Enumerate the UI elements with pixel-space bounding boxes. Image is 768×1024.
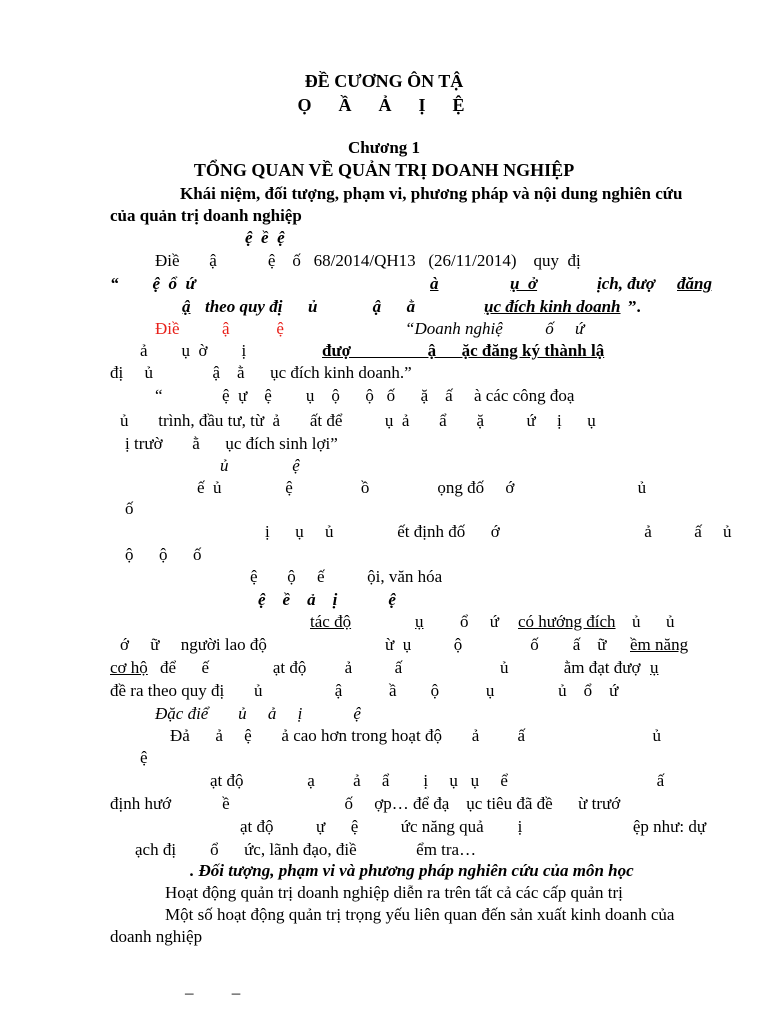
paragraph-fragment: có hướng đích [518,612,616,631]
chapter-title: TỔNG QUAN VỀ QUẢN TRỊ DOANH NGHIỆP [193,160,575,180]
subheading-2: ệ ề ả ị ệ [258,590,396,609]
paragraph-line: ế ủ ệ ồ ọng đố ớ ủ [197,478,647,497]
paragraph-line: ủ trình, đầu tư, từ ả ất để ụ ả ẩ ặ ứ ị ụ [120,411,596,430]
paragraph-line: ố [125,499,134,518]
paragraph-fragment: ”. [628,297,641,316]
paragraph-fragment: ụ [415,612,424,631]
paragraph-line-red: Điề ậ ệ [155,319,284,338]
subheading-1: ệ ề ệ [245,228,285,247]
paragraph-fragment: à [430,274,439,293]
doc-title: ĐỀ CƯƠNG ÔN TẬ [304,71,464,91]
paragraph-fragment: ừ ụ ộ ố ấ ữ [385,635,607,654]
paragraph-line: ạt độ ạ ả ẩ ị ụ ụ ể ấ [210,771,665,790]
paragraph-line: đị ủ ậ ằ ục đích kinh doanh.” [110,363,412,382]
paragraph-line: ạt độ ự ệ ức năng quả ị ệp như: dự [240,817,707,836]
paragraph-fragment: ụ [650,658,659,677]
paragraph-line: ạch đị ổ ức, lãnh đạo, điề ểm tra… [135,840,477,859]
paragraph-line: Điề ậ ệ ố 68/2014/QH13 (26/11/2014) quy đị [155,251,581,270]
paragraph-line: định hướ ề ố ợp… để đạ ục tiêu đã đề ừ trướ [110,794,621,813]
section-heading-line2: của quản trị doanh nghiệp [110,206,302,225]
paragraph-line: ủ ệ [220,456,300,475]
footer-marks: – – [185,983,241,1002]
paragraph-fragment: ủ ủ [632,612,675,631]
paragraph-line: ộ ộ ố [125,545,202,564]
paragraph-line: ị ụ ủ ết định đố ớ ả ấ ủ [265,522,732,541]
subheading-3: Đặc điể ủ ả ị ệ [155,704,361,723]
section-heading-line1: Khái niệm, đối tượng, phạm vi, phương pháp và nội dung nghiên cứu [180,184,683,203]
paragraph-fragment: ậ [182,297,191,316]
paragraph-line: đề ra theo quy đị ủ ậ ầ ộ ụ ủ ổ ứ [110,681,619,700]
paragraph-line: Đả ả ệ ả cao hơn trong hoạt độ ả ấ ủ [170,726,662,745]
paragraph-line: Hoạt động quản trị doanh nghiệp diễn ra trên tất cả các cấp quản trị [165,883,623,902]
paragraph-fragment: ịch, đượ [597,274,656,293]
section-heading-2: . Đối tượng, phạm vi và phương pháp nghiên cứu của môn học [190,861,634,880]
paragraph-fragment: “Doanh nghiệ ố ứ [405,319,585,338]
paragraph-fragment: cơ hộ [110,658,148,677]
paragraph-line: ệ ộ ế ội, văn hóa [250,567,443,586]
chapter-number: Chương 1 [347,138,421,157]
paragraph-fragment: đượ ậ ặc đăng ký thành lậ [322,341,605,360]
paragraph-line: “ ệ ự ệ ụ ộ ộ ố ặ ấ à các công đoạ [155,386,575,405]
paragraph-fragment: đăng [677,274,712,293]
paragraph-line: ệ [140,748,148,767]
paragraph-fragment: tác độ [310,612,352,631]
paragraph-fragment: ụ ở [510,274,538,293]
doc-subtitle: Ọ Ầ Ả Ị Ệ [297,95,471,115]
paragraph-line: doanh nghiệp [110,927,203,946]
paragraph-fragment: ục đích kinh doanh [484,297,621,316]
paragraph-fragment: theo quy đị ủ ậ ằ [205,297,416,316]
paragraph-line: ị trườ ằ ục đích sinh lợi” [125,434,338,453]
paragraph-fragment: để ế ạt độ ả ấ ủ ằm đạt đượ [160,658,641,677]
paragraph-line: ớ ữ người lao độ [120,635,267,654]
paragraph-line: “ ệ ổ ứ [110,274,243,293]
paragraph-fragment: ềm năng [630,635,689,654]
paragraph-line: ả ụ ờ ị [140,341,247,360]
paragraph-line: Một số hoạt động quản trị trọng yếu liên quan đến sản xuất kinh doanh của [165,905,675,924]
paragraph-fragment: ổ ứ [460,612,499,631]
